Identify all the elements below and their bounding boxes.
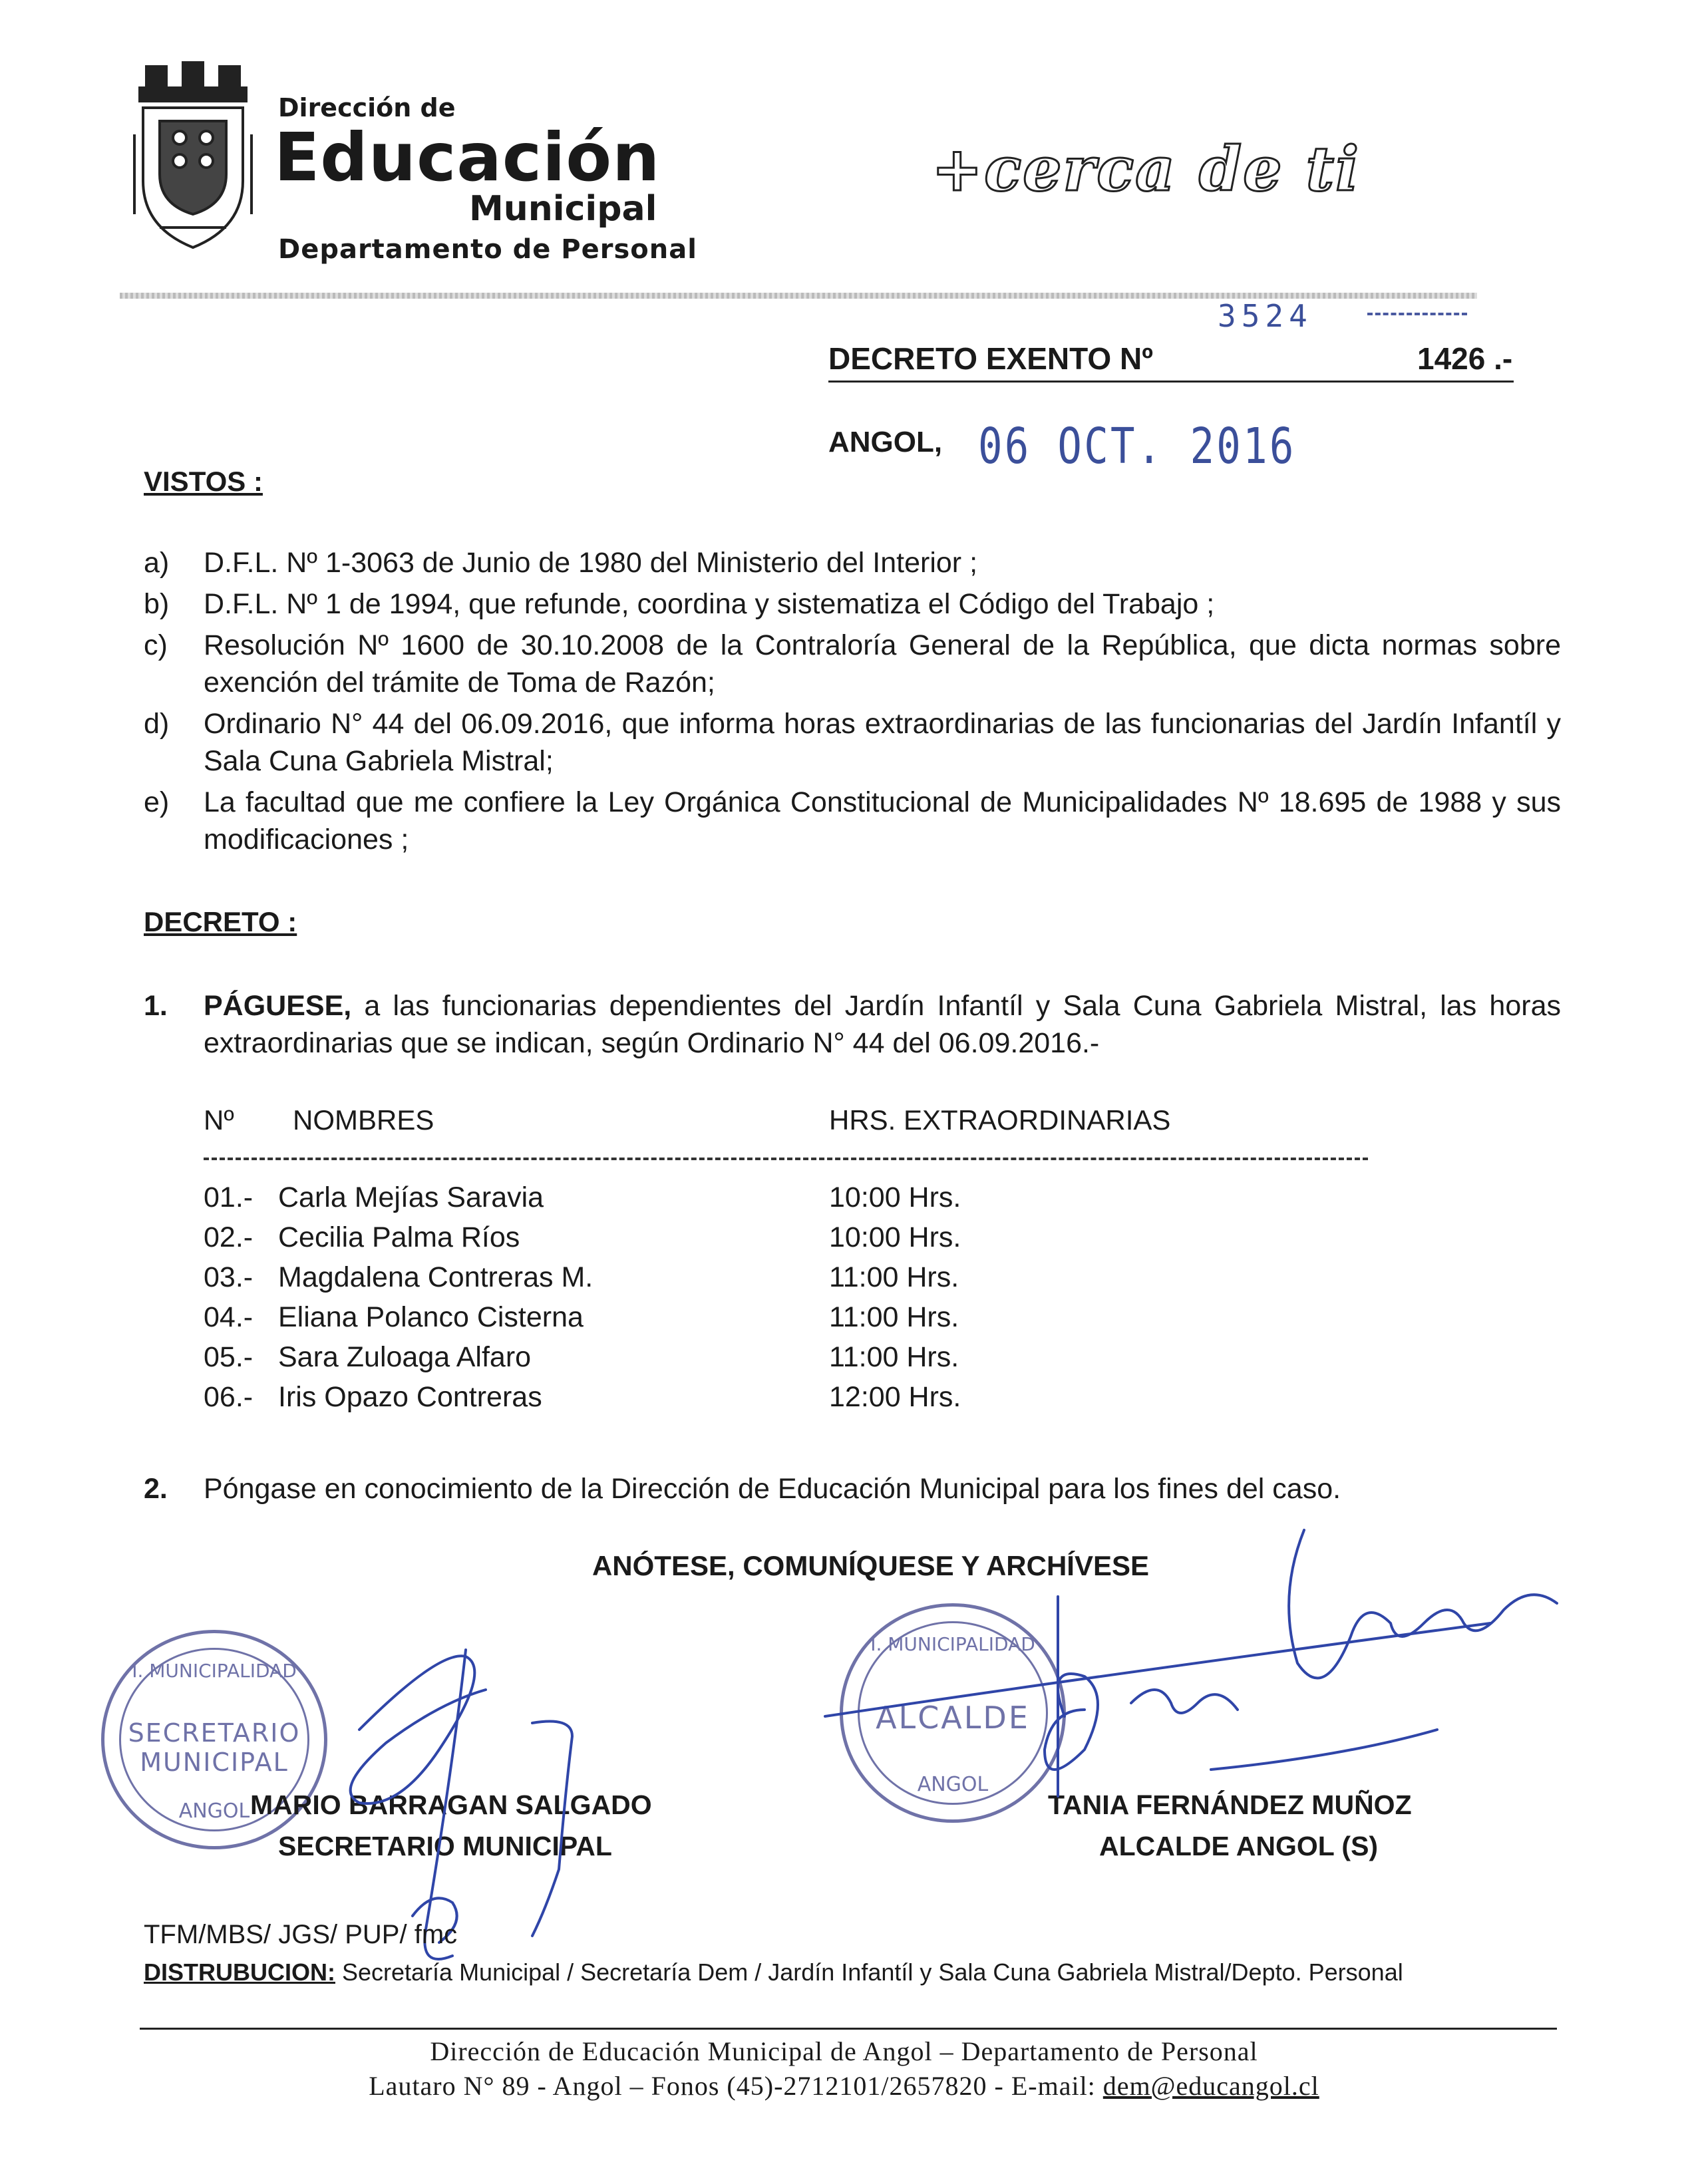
table-header-hours: HRS. EXTRAORDINARIAS <box>829 1104 1171 1136</box>
row-number: 05.- <box>204 1341 253 1373</box>
row-name: Cecilia Palma Ríos <box>278 1221 520 1253</box>
signatory-1-title: SECRETARIO MUNICIPAL <box>278 1831 612 1861</box>
row-hours: 10:00 Hrs. <box>829 1181 961 1213</box>
table-header-number: Nº <box>204 1104 234 1136</box>
row-name: Eliana Polanco Cisterna <box>278 1301 584 1333</box>
header-main-title: Educación <box>274 118 661 196</box>
row-hours: 12:00 Hrs. <box>829 1381 961 1413</box>
footer-divider <box>140 2028 1557 2030</box>
article-2-number: 2. <box>144 1473 168 1505</box>
signature-1-stroke <box>532 1722 572 1937</box>
decree-underline <box>828 381 1514 383</box>
header-pretitle: Dirección de <box>278 93 456 122</box>
vistos-item-label: e) <box>144 786 170 818</box>
row-name: Magdalena Contreras M. <box>278 1261 593 1293</box>
seal-line-1: ALCALDE <box>876 1700 1030 1736</box>
article-2-text: Póngase en conocimiento de la Dirección de Educación Municipal para los fines del caso. <box>204 1473 1341 1505</box>
table-divider <box>204 1158 1368 1160</box>
vistos-item-label: b) <box>144 588 170 620</box>
stamp-mark <box>1367 313 1467 319</box>
row-hours: 11:00 Hrs. <box>829 1341 959 1373</box>
decreto-heading: DECRETO : <box>144 906 297 937</box>
table-row <box>204 1181 1069 1221</box>
seal-bottom-text: ANGOL <box>178 1799 250 1823</box>
table-row <box>204 1341 1069 1381</box>
row-name: Iris Opazo Contreras <box>278 1381 542 1413</box>
signature-1-stroke <box>351 1656 486 1803</box>
vistos-item-text: Resolución Nº 1600 de 30.10.2008 de la Contraloría General de la República, que dicta normas sobre exención del trámite de Toma de Razón; <box>204 629 1561 699</box>
header-subtitle: Municipal <box>469 189 657 229</box>
article-1-number: 1. <box>144 990 168 1022</box>
row-number: 02.- <box>204 1221 253 1253</box>
row-hours: 11:00 Hrs. <box>829 1301 959 1333</box>
row-number: 03.- <box>204 1261 253 1293</box>
seal-bottom-text: ANGOL <box>917 1773 989 1796</box>
row-hours: 10:00 Hrs. <box>829 1221 961 1253</box>
row-number: 01.- <box>204 1181 253 1213</box>
article-1-text <box>204 987 1561 1062</box>
distribution <box>144 1958 1403 1986</box>
distribution-label: DISTRUBUCION: <box>144 1958 335 1986</box>
decree-number: 1426 .- <box>1417 341 1513 376</box>
table-row <box>204 1381 1069 1421</box>
header-department: Departamento de Personal <box>278 234 697 265</box>
vistos-item-text: Ordinario N° 44 del 06.09.2016, que informa horas extraordinarias de las funcionarias del Jardín Infantíl y Sala Cuna Gabriela Mistral; <box>204 708 1561 777</box>
seal-top-text: I. MUNICIPALIDAD <box>870 1633 1035 1655</box>
row-number: 06.- <box>204 1381 253 1413</box>
seal-line-1: SECRETARIO <box>128 1718 301 1748</box>
signatory-2-title: ALCALDE ANGOL (S) <box>1099 1831 1379 1861</box>
vistos-item-text: D.F.L. Nº 1-3063 de Junio de 1980 del Ministerio del Interior ; <box>204 547 978 579</box>
vistos-item-text: D.F.L. Nº 1 de 1994, que refunde, coordina y sistematiza el Código del Trabajo ; <box>204 588 1215 620</box>
table-row <box>204 1221 1069 1261</box>
signatory-2-name: TANIA FERNÁNDEZ MUÑOZ <box>1048 1790 1412 1820</box>
stamp-number: 3524 <box>1218 298 1313 334</box>
slogan-logo: +cerca de ti <box>931 133 1361 205</box>
article-1-verb: PÁGUESE, <box>204 990 352 1022</box>
decree-label: DECRETO EXENTO Nº <box>828 341 1153 376</box>
article-1-body: a las funcionarias dependientes del Jardín Infantíl y Sala Cuna Gabriela Mistral, las horas extraordinarias que se indican, según Ordinario N° 44 del 06.09.2016.- <box>204 990 1561 1059</box>
vistos-item-label: a) <box>144 547 170 579</box>
seal-top-text: I. MUNICIPALIDAD <box>132 1660 297 1682</box>
row-name: Carla Mejías Saravia <box>278 1181 544 1213</box>
date-stamp: 06 OCT. 2016 <box>978 418 1296 475</box>
place-label: ANGOL, <box>828 426 943 458</box>
vistos-item-text: La facultad que me confiere la Ley Orgánica Constitucional de Municipalidades Nº 18.695 de 1988 y sus modificaciones ; <box>204 786 1561 856</box>
footer-line-2 <box>0 2070 1688 2102</box>
signature-2-stroke <box>1131 1690 1238 1713</box>
vistos-item-label: c) <box>144 629 168 661</box>
mayor-seal <box>840 1603 1066 1823</box>
signatory-1-name: MARIO BARRAGAN SALGADO <box>250 1790 652 1820</box>
municipal-crest-logo <box>133 61 253 254</box>
footer-email-link[interactable]: dem@educangol.cl <box>1102 2071 1319 2101</box>
table-header-names: NOMBRES <box>293 1104 434 1136</box>
row-hours: 11:00 Hrs. <box>829 1261 959 1293</box>
distribution-text: Secretaría Municipal / Secretaría Dem / Jardín Infantíl y Sala Cuna Gabriela Mistral/Depto. Personal <box>335 1958 1403 1986</box>
footer-line-1: Dirección de Educación Municipal de Angol – Departamento de Personal <box>430 2036 1258 2066</box>
footer-address: Lautaro N° 89 - Angol – Fonos (45)-2712101/2657820 - E-mail: <box>369 2071 1103 2101</box>
table-row <box>204 1261 1069 1301</box>
row-number: 04.- <box>204 1301 253 1333</box>
initials: TFM/MBS/ JGS/ PUP/ fmc <box>144 1920 458 1949</box>
vistos-heading: VISTOS : <box>144 466 263 497</box>
table-row <box>204 1301 1069 1341</box>
signature-2-stroke <box>1211 1730 1437 1770</box>
closing-formula: ANÓTESE, COMUNÍQUESE Y ARCHÍVESE <box>591 1550 1150 1581</box>
seal-line-2: MUNICIPAL <box>140 1748 289 1777</box>
row-name: Sara Zuloaga Alfaro <box>278 1341 532 1373</box>
vistos-item-label: d) <box>144 708 170 740</box>
